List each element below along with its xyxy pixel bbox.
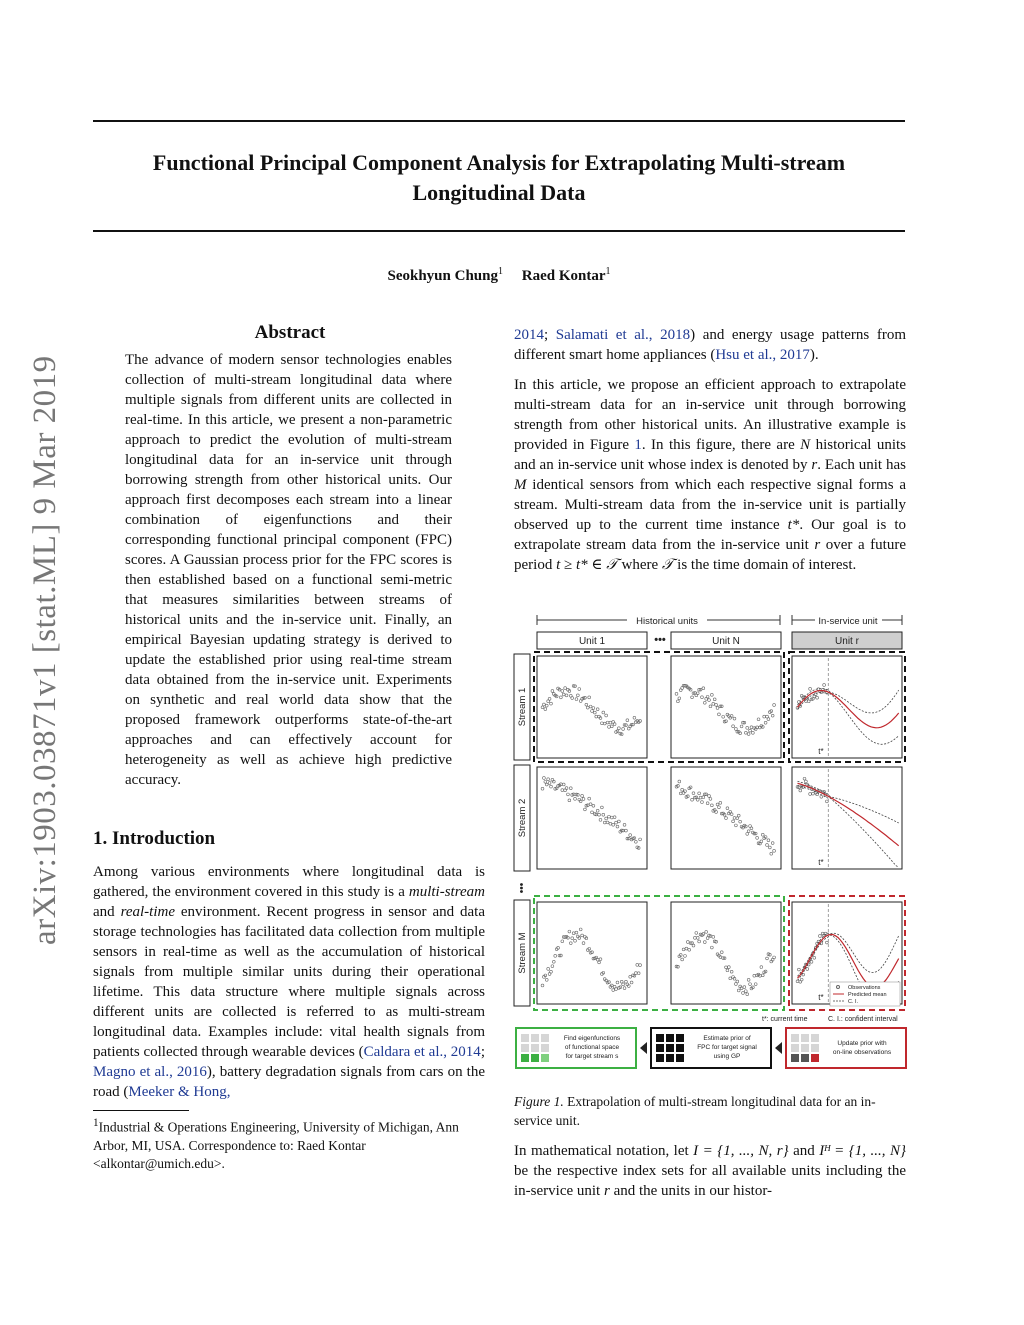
step-2-box	[651, 1028, 771, 1068]
step-1-line: Find eigenfunctions	[563, 1035, 621, 1042]
text-run: . In this figure, there are	[641, 437, 801, 453]
grid-cell	[791, 1054, 799, 1062]
author-list	[93, 266, 905, 285]
math-symbol: 𝒯	[661, 557, 674, 573]
step-2-line: Estimate prior of	[703, 1035, 751, 1042]
grid-cell	[791, 1034, 799, 1042]
text-run: In this article, we propose an efficient approach to extrapolate multi-stream data for an in-service unit through borrowing strength from other historical units. An illustrative example is provided in Figure	[514, 377, 906, 453]
grid-cell	[811, 1054, 819, 1062]
grid-cell	[531, 1054, 539, 1062]
footnote-text: Industrial & Operations Engineering, University of Michigan, Ann Arbor, MI, USA. Correspondence to: Raed Kontar <alkontar@umich.edu>.	[93, 1119, 459, 1171]
intro-body	[93, 862, 485, 1102]
stream-plot-panels	[537, 656, 902, 1004]
grid-cell	[666, 1054, 674, 1062]
text-run: and	[788, 1143, 820, 1159]
text-run: . Each unit has	[817, 457, 906, 473]
abstract-body	[125, 350, 452, 790]
author-name: Raed Kontar	[521, 268, 606, 284]
text-emph: multi-stream	[408, 884, 485, 900]
caption-label: Figure 1.	[514, 1094, 564, 1109]
author-name: Seokhyun Chung	[387, 268, 498, 284]
legend-observations: Observations	[848, 985, 881, 991]
text-run: environment. Recent progress in sensor and data storage technologies has facilitated data collection from multiple sensors in real-time as well as the accumulation of historical signals from multiple similar units during their operational lifetime. This data structure where multiple signals across different units are collected is referred to as multi-stream longitudinal data. Examples include: vital health signals from patients collected through wearable devices (	[93, 904, 485, 1060]
grid-cell	[666, 1044, 674, 1052]
plot-legend	[830, 982, 900, 1006]
text-run: ;	[544, 327, 556, 343]
figure-caption	[514, 1092, 906, 1130]
text-run: In mathematical notation, let	[514, 1143, 694, 1159]
grid-cell	[811, 1044, 819, 1052]
text-run: is the time domain of interest.	[673, 557, 857, 573]
step-1-line: for target stream s	[565, 1053, 619, 1060]
citation-link[interactable]: Salamati et al., 2018	[555, 327, 691, 343]
plot-panel	[671, 656, 781, 758]
citation-link[interactable]: Magno et al., 2016	[93, 1064, 207, 1080]
plot-panel	[671, 902, 781, 1004]
grid-cell	[531, 1034, 539, 1042]
intro-paragraph	[93, 862, 485, 1102]
intro-heading: 1. Introduction	[93, 828, 216, 849]
grid-cell	[521, 1044, 529, 1052]
legend-ci: C. I.	[848, 999, 859, 1005]
figure-ref-link[interactable]: 1	[634, 437, 642, 453]
unit-1-label: Unit 1	[578, 636, 606, 647]
text-run: ) and energy usage patterns from different smart home appliances (	[514, 327, 906, 363]
figure-1-illustration	[512, 610, 908, 1070]
grid-cell	[801, 1054, 809, 1062]
unit-n-label: Unit N	[712, 636, 740, 647]
grid-cell	[531, 1044, 539, 1052]
tstar-label: t*	[818, 747, 824, 756]
grid-cell	[801, 1044, 809, 1052]
legend-predicted-mean: Predicted mean	[848, 992, 887, 998]
grid-cell	[656, 1044, 664, 1052]
math-expression: t ≥ t* ∈ 𝒯	[556, 557, 618, 573]
math-symbol: t*	[787, 517, 800, 533]
tstar-label: t*	[818, 858, 824, 867]
footnote-rule	[93, 1110, 189, 1111]
ellipsis-dots: •••	[654, 634, 666, 646]
math-symbol: r	[811, 457, 818, 473]
note-current-time: t*: current time	[762, 1016, 808, 1023]
text-emph: real-time	[120, 904, 175, 920]
math-expression: Iᴴ = {1, ..., N}	[819, 1143, 906, 1159]
unit-r-label: Unit r	[835, 636, 859, 647]
figure-1	[512, 610, 908, 1070]
math-expression: I = {1, ..., N, r}	[693, 1143, 789, 1159]
text-run: be the respective index sets for all available units including the in-service unit	[514, 1163, 906, 1199]
arrow-icon	[775, 1042, 782, 1054]
text-run: over a future period	[514, 537, 906, 573]
grid-cell	[676, 1054, 684, 1062]
stream-m-label: Stream M	[517, 932, 528, 974]
right-column-continuation	[514, 325, 906, 365]
plot-panel	[537, 767, 647, 869]
note-confidence-interval: C. I.: confident interval	[828, 1016, 898, 1023]
math-symbol: r	[603, 1183, 610, 1199]
inservice-unit-label: In-service unit	[818, 616, 878, 627]
footnote-marker: 1	[93, 1117, 99, 1129]
abstract-heading: Abstract	[254, 322, 326, 343]
vertical-ellipsis: •••	[515, 882, 526, 894]
grid-cell	[791, 1044, 799, 1052]
footnote	[93, 1114, 485, 1173]
tstar-label: t*	[818, 993, 824, 1002]
grid-cell	[656, 1054, 664, 1062]
abstract-text: The advance of modern sensor technologies enables collection of multi-stream longitudinal data where multiple signals from different units are collected in real-time. In this article, we present a non-parametric approach to predict the evolution of multi-stream longitudinal data for an in-service unit through borrowing strength from other historical units. Our approach first decomposes each stream into a linear combination of eigenfunctions and their corresponding functional principal component (FPC) scores. A Gaussian process prior for the FPC scores is then established based on a functional semi-metric that measures similarities between streams of historical units and the in-service unit. Finally, an empirical Bayesian updating strategy is derived to update the established prior using real-time stream data obtained from the in-service unit. Experiments on synthetic and real world data show that the proposed framework outperforms state-of-the-art approaches and can effectively account for heterogeneity as well as achieve high predictive accuracy.	[125, 352, 452, 788]
text-run: ;	[480, 1044, 485, 1060]
author-affil: 1	[605, 266, 611, 277]
right-column-paragraph	[514, 375, 906, 575]
step-2-line: FPC for target signal	[697, 1044, 757, 1051]
stream-2-label: Stream 2	[517, 798, 528, 838]
caption-text: Extrapolation of multi-stream longitudinal data for an in-service unit.	[514, 1094, 876, 1128]
text-run: and	[93, 904, 121, 920]
grid-cell	[521, 1034, 529, 1042]
text-run: where	[617, 557, 662, 573]
step-3-box	[786, 1028, 906, 1068]
plot-panel	[671, 767, 781, 869]
step-3-line: Update prior with	[837, 1040, 887, 1047]
grid-cell	[666, 1034, 674, 1042]
grid-cell	[541, 1054, 549, 1062]
historical-units-label: Historical units	[636, 616, 698, 627]
grid-cell	[521, 1054, 529, 1062]
step-1-line: of functional space	[564, 1044, 620, 1051]
math-symbol: N	[800, 437, 811, 453]
step-2-line: using GP	[713, 1053, 741, 1060]
grid-cell	[541, 1034, 549, 1042]
citation-link[interactable]: Hsu et al., 2017	[715, 347, 810, 363]
citation-link[interactable]: Meeker & Hong,	[128, 1084, 231, 1100]
right-column-paragraph	[514, 1141, 906, 1201]
grid-cell	[676, 1044, 684, 1052]
citation-link[interactable]: Caldara et al., 2014	[363, 1044, 481, 1060]
text-run: ).	[809, 347, 819, 363]
citation-link[interactable]: 2014	[514, 327, 544, 343]
arxiv-watermark: arXiv:1903.03871v1 [stat.ML] 9 Mar 2019	[27, 355, 63, 945]
grid-cell	[811, 1034, 819, 1042]
author-affil: 1	[497, 266, 503, 277]
paper-title: Functional Principal Component Analysis for Extrapolating Multi-stream Longitudinal Data	[152, 150, 846, 205]
grid-cell	[676, 1034, 684, 1042]
text-run: ), battery degradation signals from cars on the road (	[93, 1064, 485, 1100]
step-1-box	[516, 1028, 636, 1068]
math-symbol: M	[514, 477, 527, 493]
text-run: and the units in our histor-	[609, 1183, 773, 1199]
text-run: identical sensors from which each respective signal forms a stream. Multi-stream data from the in-service unit is partially observed up to the current time instance	[514, 477, 906, 533]
title-top-rule	[93, 120, 905, 122]
step-3-line: on-line observations	[832, 1049, 892, 1056]
grid-cell	[541, 1044, 549, 1052]
text-run: historical units and an in-service unit whose index is denoted by	[514, 437, 906, 473]
math-symbol: r	[814, 537, 821, 553]
text-run: . Our goal is to extrapolate stream data from the in-service unit	[514, 517, 907, 553]
grid-cell	[656, 1034, 664, 1042]
text-run: Among various environments where longitudinal data is gathered, the environment covered in this study is a	[93, 864, 485, 900]
stream-1-label: Stream 1	[517, 687, 528, 727]
title-bottom-rule	[93, 230, 905, 232]
arrow-icon	[640, 1042, 647, 1054]
grid-cell	[801, 1034, 809, 1042]
